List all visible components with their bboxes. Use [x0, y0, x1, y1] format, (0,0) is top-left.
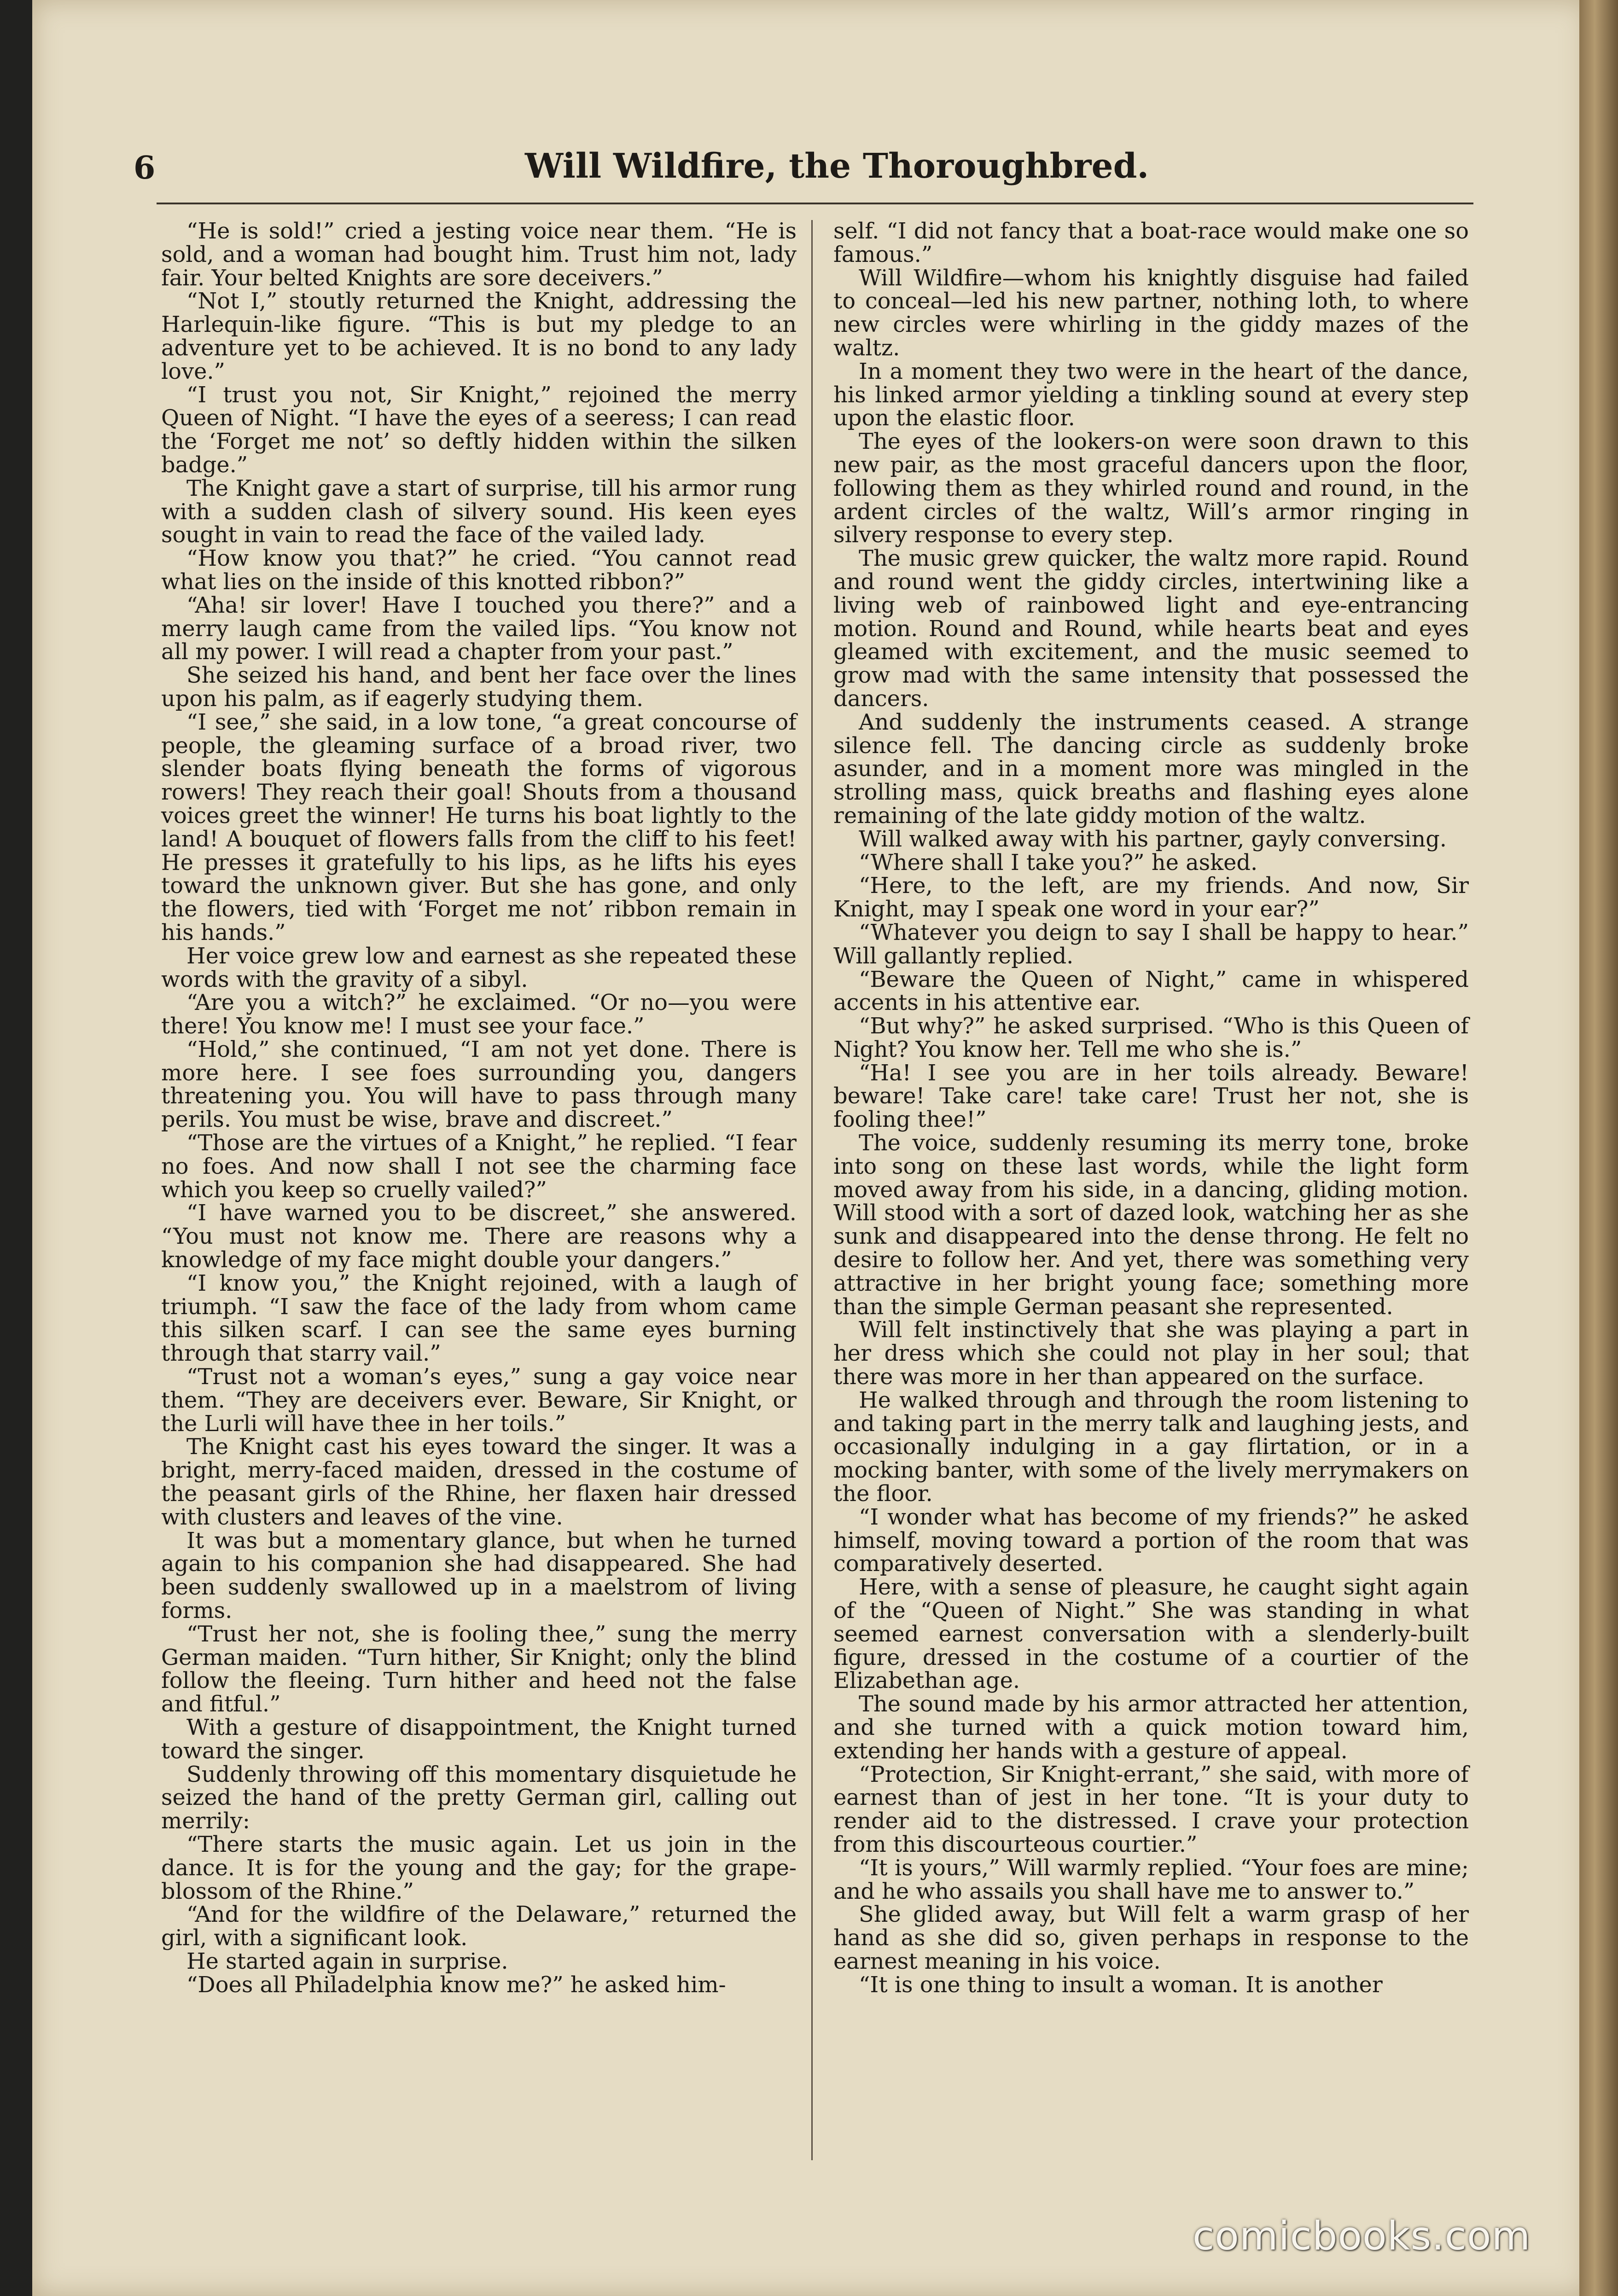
paragraph: The Knight gave a start of surprise, till his armor rung with a sudden clash of silvery sound. His keen eyes sought in vain to read the face of the vailed lady.	[161, 475, 797, 548]
paragraph: Suddenly throwing off this momentary disquietude he seized the hand of the pretty German girl, calling out merrily:	[161, 1762, 797, 1834]
paragraph: “Are you a witch?” he exclaimed. “Or no—you were there! You know me! I must see your face.”	[161, 990, 797, 1039]
paragraph: self. “I did not fancy that a boat-race would make one so famous.”	[833, 219, 1469, 267]
paragraph: It was but a momentary glance, but when he turned again to his companion she had disappeared. She had been suddenly swallowed up in a maelstrom of living forms.	[161, 1528, 797, 1624]
running-title: Will Wildfire, the Thoroughbred.	[525, 146, 1149, 186]
paragraph: “Protection, Sir Knight-errant,” she said, with more of earnest than of jest in her tone. “It is your duty to render aid to the distressed. I crave your protection from this discourteous courtier.”	[833, 1762, 1469, 1857]
page-gutter	[1579, 0, 1618, 2296]
header-rule	[157, 203, 1473, 204]
paragraph: “He is sold!” cried a jesting voice near them. “He is sold, and a woman had bought him. Trust him not, lady fair. Your belted Knights are sore deceivers.”	[161, 219, 797, 291]
paragraph: He walked through and through the room listening to and taking part in the merry talk and laughing jests, and occasionally indulging in a gay flirtation, or in a mocking banter, with some of the lively merrymakers on the floor.	[833, 1387, 1469, 1507]
paragraph: Will felt instinctively that she was playing a part in her dress which she could not play in her soul; that there was more in her than appeared on the surface.	[833, 1317, 1469, 1390]
paragraph: He started again in surprise.	[186, 1948, 508, 1974]
paragraph: “Trust her not, she is fooling thee,” sung the merry German maiden. “Turn hither, Sir Knight; only the blind follow the fleeing. Turn hither and heed not the false and fitful.”	[161, 1621, 797, 1717]
paragraph: “Trust not a woman’s eyes,” sung a gay voice near them. “They are deceivers ever. Beware, Sir Knight, or the Lurli will have thee in her toils.”	[161, 1364, 797, 1437]
paragraph: “I trust you not, Sir Knight,” rejoined the merry Queen of Night. “I have the eyes of a seeress; I can read the ‘Forget me not’ so deftly hidden within the silken badge.”	[161, 382, 797, 478]
paragraph: “Beware the Queen of Night,” came in whispered accents in his attentive ear.	[833, 967, 1469, 1016]
paragraph: The voice, suddenly resuming its merry tone, broke into song on these last words, while the light form moved away from his side, in a dancing, gliding motion. Will stood with a sort of dazed look, watching her as she sunk and disappeared into the dense throng. He felt no desire to follow her. And yet, there was something very attractive in her bright young face; something more than the simple German peasant she represented.	[833, 1131, 1469, 1320]
site-watermark: comicbooks.com	[1193, 2213, 1531, 2259]
left-text-column	[161, 220, 797, 1997]
page-number: 6	[134, 150, 156, 186]
paragraph: The eyes of the lookers-on were soon drawn to this new pair, as the most graceful dancers upon the floor, following them as they whirled round and round, in the ardent circles of the waltz, Will’s armor ringing in silvery response to every step.	[833, 429, 1469, 548]
paragraph: “But why?” he asked surprised. “Who is this Queen of Night? You know her. Tell me who she is.”	[833, 1014, 1469, 1062]
paragraph: “It is yours,” Will warmly replied. “Your foes are mine; and he who assails you shall have me to answer to.”	[833, 1855, 1469, 1904]
paragraph: The Knight cast his eyes toward the singer. It was a bright, merry-faced maiden, dressed in the costume of the peasant girls of the Rhine, her flaxen hair dressed with clusters and leaves of the vine.	[161, 1434, 797, 1530]
column-divider	[811, 220, 813, 2160]
paragraph: “Aha! sir lover! Have I touched you there?” and a merry laugh came from the vailed lips. “You know not all my power. I will read a chapter from your past.”	[161, 592, 797, 665]
right-text-column	[833, 220, 1469, 1997]
paragraph: “Those are the virtues of a Knight,” he replied. “I fear no foes. And now shall I not see the charming face which you keep so cruelly vailed?”	[161, 1131, 797, 1203]
paragraph: Her voice grew low and earnest as she repeated these words with the gravity of a sibyl.	[161, 943, 797, 992]
paragraph: “Not I,” stoutly returned the Knight, addressing the Harlequin-like figure. “This is but my pledge to an adventure yet to be achieved. It is no bond to any lady love.”	[161, 289, 797, 384]
paragraph: In a moment they two were in the heart of the dance, his linked armor yielding a tinkling sound at every step upon the elastic floor.	[833, 359, 1469, 431]
paragraph: “Hold,” she continued, “I am not yet done. There is more here. I see foes surrounding you, dangers threatening you. You will have to pass through many perils. You must be wise, brave and discreet.”	[161, 1037, 797, 1133]
paragraph: “Whatever you deign to say I shall be happy to hear.” Will gallantly replied.	[833, 920, 1469, 969]
paragraph: “There starts the music again. Let us join in the dance. It is for the young and the gay; for the grape-blossom of the Rhine.”	[161, 1832, 797, 1904]
paragraph: Will walked away with his partner, gayly conversing.	[859, 826, 1447, 852]
paragraph: She seized his hand, and bent her face over the lines upon his palm, as if eagerly studying them.	[161, 663, 797, 712]
paragraph: Will Wildfire—whom his knightly disguise had failed to conceal—led his new partner, nothing loth, to where new circles were whirling in the giddy mazes of the waltz.	[833, 265, 1469, 361]
paragraph: She glided away, but Will felt a warm grasp of her hand as she did so, given perhaps in response to the earnest meaning in his voice.	[833, 1902, 1469, 1974]
paragraph: “I wonder what has become of my friends?” he asked himself, moving toward a portion of the room that was comparatively deserted.	[833, 1504, 1469, 1577]
paragraph: “I see,” she said, in a low tone, “a great concourse of people, the gleaming surface of a broad river, two slender boats flying beneath the forms of vigorous rowers! They reach their goal! Shouts from a thousand voices greet the winner! He turns his boat lightly to the land! A bouquet of flowers falls from the cliff to his feet! He presses it gratefully to his lips, as he lifts his eyes toward the unknown giver. But she has gone, and only the flowers, tied with ‘Forget me not’ ribbon remain in his hands.”	[161, 709, 797, 945]
paragraph: “I have warned you to be discreet,” she answered. “You must not know me. There are reasons why a knowledge of my face might double your dangers.”	[161, 1200, 797, 1273]
paragraph: “Does all Philadelphia know me?” he asked him-	[186, 1972, 726, 1998]
paragraph: “Where shall I take you?” he asked.	[859, 850, 1258, 875]
paragraph: The music grew quicker, the waltz more rapid. Round and round went the giddy circles, intertwining like a living web of rainbowed light and eye-entrancing motion. Round and Round, while hearts beat and eyes gleamed with excitement, and the music seemed to grow mad with the same intensity that possessed the dancers.	[833, 546, 1469, 712]
paragraph: “It is one thing to insult a woman. It is another	[859, 1972, 1383, 1998]
paragraph: And suddenly the instruments ceased. A strange silence fell. The dancing circle as suddenly broke asunder, and in a moment more was mingled in the strolling mass, quick breaths and flashing eyes alone remaining of the late giddy motion of the waltz.	[833, 709, 1469, 829]
paragraph: Here, with a sense of pleasure, he caught sight again of the “Queen of Night.” She was standing in what seemed earnest conversation with a slenderly-built figure, dressed in the costume of a courtier of the Elizabethan age.	[833, 1575, 1469, 1694]
paragraph: “Ha! I see you are in her toils already. Beware! beware! Take care! take care! Trust her not, she is fooling thee!”	[833, 1060, 1469, 1133]
paragraph: With a gesture of disappointment, the Knight turned toward the singer.	[161, 1715, 797, 1764]
paragraph: The sound made by his armor attracted her attention, and she turned with a quick motion toward him, extending her hands with a gesture of appeal.	[833, 1692, 1469, 1764]
paragraph: “I know you,” the Knight rejoined, with a laugh of triumph. “I saw the face of the lady from whom came this silken scarf. I can see the same eyes burning through that starry vail.”	[161, 1270, 797, 1367]
paragraph: “And for the wildfire of the Delaware,” returned the girl, with a significant look.	[161, 1902, 797, 1951]
paragraph: “Here, to the left, are my friends. And now, Sir Knight, may I speak one word in your ear?”	[833, 873, 1469, 922]
paragraph: “How know you that?” he cried. “You cannot read what lies on the inside of this knotted ribbon?”	[161, 546, 797, 595]
